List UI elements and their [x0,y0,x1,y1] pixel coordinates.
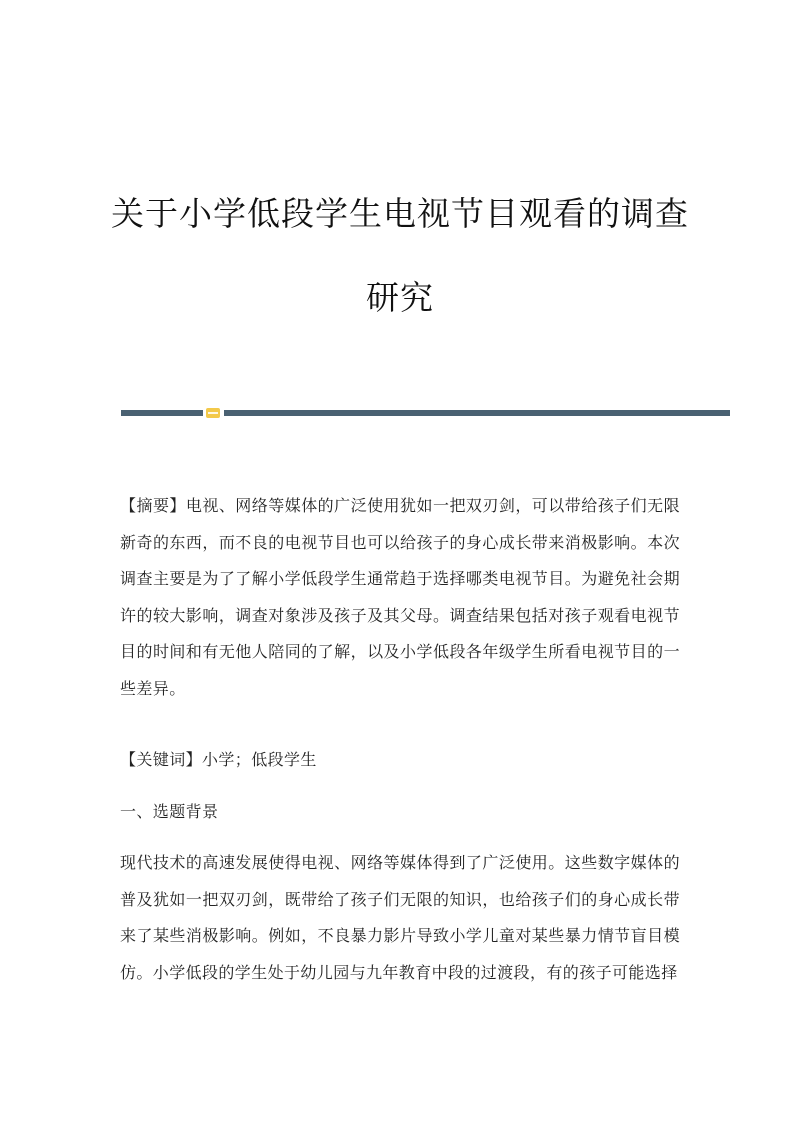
section-paragraph: 现代技术的高速发展使得电视、网络等媒体得到了广泛使用。这些数字媒体的普及犹如一把双刃剑，既带给了孩子们无限的知识，也给孩子们的身心成长带来了某些消极影响。例如，不良暴力影片导致小学儿童对某些暴力情节盲目模仿。小学低段的学生处于幼儿园与九年教育中段的过渡段，有的孩子可能选择 [120,853,680,982]
document-title-line-2: 研究 [366,278,434,317]
divider-bar-right [224,410,730,416]
keywords-line: 【关键词】小学；低段学生 [120,750,317,769]
abstract-paragraph: 【摘要】电视、网络等媒体的广泛使用犹如一把双刃剑，可以带给孩子们无限新奇的东西，而不良的电视节目也可以给孩子的身心成长带来消极影响。本次调查主要是为了了解小学低段学生通常趋于选择哪类电视节目。为避免社会期许的较大影响，调查对象涉及孩子及其父母。调查结果包括对孩子观看电视节目的时间和有无他人陪同的了解，以及小学低段各年级学生所看电视节目的一些差异。 [120,496,680,698]
title-divider [121,408,730,418]
divider-emblem-icon [206,408,220,418]
document-title-line-1: 关于小学低段学生电视节目观看的调查 [111,194,689,233]
section-heading: 一、选题背景 [120,802,219,821]
divider-bar-left [121,410,203,416]
